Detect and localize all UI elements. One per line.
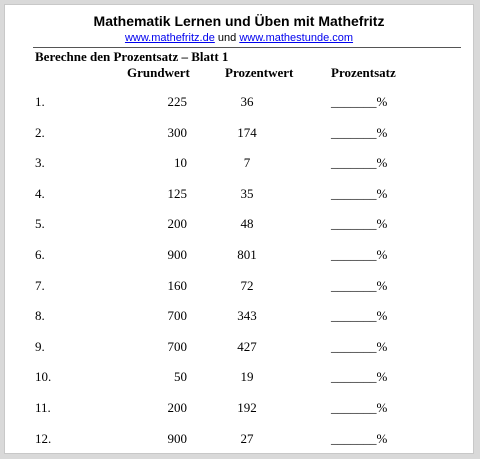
exercise-number: 11.	[35, 400, 51, 415]
grundwert-value: 900	[167, 430, 187, 446]
grundwert-value: 125	[167, 185, 187, 201]
column-header-prozentwert: Prozentwert	[225, 65, 294, 80]
prozentsatz-blank[interactable]: _______%	[331, 308, 388, 324]
exercise-number: 3.	[35, 155, 45, 171]
grundwert-value: 50	[174, 369, 187, 385]
grundwert-value: 225	[167, 94, 187, 109]
grundwert-value: 200	[167, 216, 187, 232]
prozentsatz-blank[interactable]: _______%	[331, 369, 388, 385]
exercise-row	[5, 94, 475, 112]
exercise-row	[5, 216, 475, 234]
prozentwert-value: 174	[237, 124, 257, 140]
exercise-row	[5, 155, 475, 173]
exercise-row	[5, 186, 475, 204]
links-connector: und	[217, 32, 237, 44]
prozentwert-value: 48	[240, 216, 254, 232]
prozentsatz-blank[interactable]: _______%	[331, 185, 388, 201]
prozentwert-value: 35	[240, 185, 254, 201]
prozentsatz-blank[interactable]: _______%	[331, 216, 388, 232]
exercise-row	[5, 247, 475, 265]
page-title: Mathematik Lernen und Üben mit Mathefritz	[93, 13, 385, 29]
mathefritz-link[interactable]: www.mathefritz.de	[124, 32, 215, 44]
exercise-row	[5, 431, 475, 449]
grundwert-value: 10	[174, 155, 187, 171]
grundwert-value: 160	[167, 277, 187, 293]
prozentwert-value: 72	[240, 277, 254, 293]
worksheet-page	[4, 4, 474, 454]
exercise-number: 7.	[35, 277, 45, 293]
prozentwert-value: 427	[237, 338, 257, 354]
exercise-row	[5, 278, 475, 296]
grundwert-value: 900	[167, 247, 187, 262]
column-header-prozentsatz: Prozentsatz	[331, 65, 396, 80]
prozentwert-value: 192	[237, 400, 257, 415]
worksheet-title: Berechne den Prozentsatz – Blatt 1	[35, 49, 229, 64]
grundwert-value: 700	[167, 338, 187, 354]
header-links	[5, 32, 473, 44]
prozentsatz-blank[interactable]: _______%	[331, 155, 388, 171]
grundwert-value: 700	[167, 308, 187, 324]
exercise-number: 2.	[35, 124, 45, 140]
column-header-grundwert: Grundwert	[127, 65, 190, 80]
prozentwert-value: 19	[240, 369, 254, 385]
grundwert-value: 300	[167, 124, 187, 140]
header-divider	[33, 47, 461, 48]
prozentsatz-blank[interactable]: _______%	[331, 94, 388, 109]
prozentsatz-blank[interactable]: _______%	[331, 124, 388, 140]
exercise-number: 5.	[35, 216, 45, 232]
prozentsatz-blank[interactable]: _______%	[331, 247, 388, 262]
exercise-row	[5, 369, 475, 387]
exercise-number: 6.	[35, 247, 45, 262]
exercise-row	[5, 308, 475, 326]
exercise-number: 1.	[35, 94, 45, 109]
prozentsatz-blank[interactable]: _______%	[331, 338, 388, 354]
exercise-row	[5, 400, 475, 418]
exercise-row	[5, 339, 475, 357]
mathestunde-link[interactable]: www.mathestunde.com	[239, 32, 354, 44]
prozentwert-value: 343	[237, 308, 257, 324]
exercise-number: 12.	[35, 430, 52, 446]
prozentwert-value: 27	[240, 430, 254, 446]
prozentsatz-blank[interactable]: _______%	[331, 430, 388, 446]
exercise-number: 4.	[35, 185, 45, 201]
grundwert-value: 200	[167, 400, 187, 415]
prozentsatz-blank[interactable]: _______%	[331, 277, 388, 293]
exercise-number: 10.	[35, 369, 52, 385]
prozentwert-value: 36	[240, 94, 254, 109]
exercise-number: 9.	[35, 338, 45, 354]
exercise-row	[5, 125, 475, 143]
exercise-number: 8.	[35, 308, 45, 324]
prozentsatz-blank[interactable]: _______%	[331, 400, 388, 415]
prozentwert-value: 801	[237, 247, 257, 262]
prozentwert-value: 7	[243, 155, 251, 171]
